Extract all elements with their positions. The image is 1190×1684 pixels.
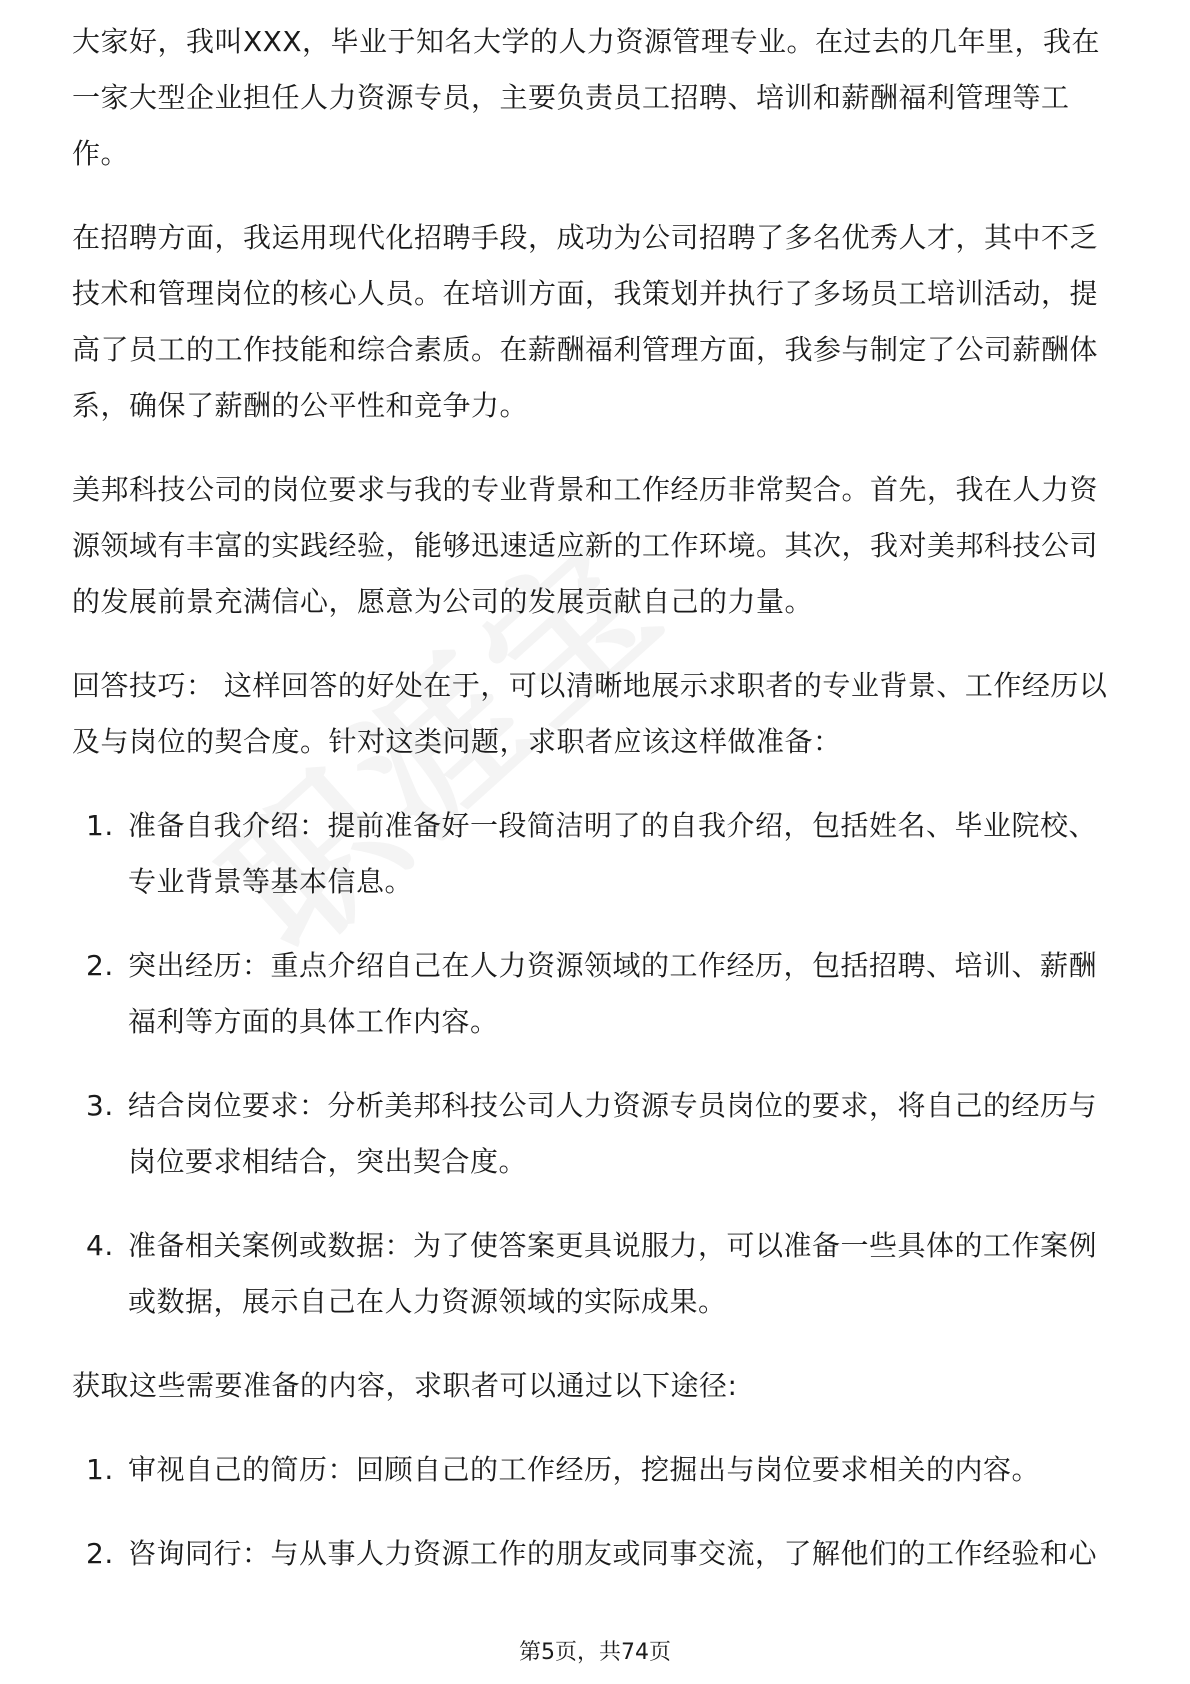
list-item-number: 3. bbox=[86, 1089, 114, 1122]
list-item-text: 突出经历：重点介绍自己在人力资源领域的工作经历，包括招聘、培训、薪酬福利等方面的具体工作内容。 bbox=[128, 949, 1098, 1038]
list-item-text: 审视自己的简历：回顾自己的工作经历，挖掘出与岗位要求相关的内容。 bbox=[128, 1453, 1041, 1486]
list-item-text: 准备自我介绍：提前准备好一段简洁明了的自我介绍，包括姓名、毕业院校、专业背景等基本信息。 bbox=[128, 809, 1098, 898]
list-item-number: 2. bbox=[86, 1537, 114, 1570]
paragraph-answer-tips: 回答技巧： 这样回答的好处在于，可以清晰地展示求职者的专业背景、工作经历以及与岗位的契合度。针对这类问题，求职者应该这样做准备： bbox=[72, 669, 1108, 758]
list-item bbox=[72, 1218, 1122, 1330]
paragraph-experience: 在招聘方面，我运用现代化招聘手段，成功为公司招聘了多名优秀人才，其中不乏技术和管理岗位的核心人员。在培训方面，我策划并执行了多场员工培训活动，提高了员工的工作技能和综合素质。在薪酬福利管理方面，我参与制定了公司薪酬体系，确保了薪酬的公平性和竞争力。 bbox=[72, 221, 1099, 422]
list-item bbox=[72, 798, 1122, 910]
list-item bbox=[72, 1442, 1122, 1498]
document-body bbox=[72, 20, 1122, 1610]
paragraph-intro: 大家好，我叫XXX，毕业于知名大学的人力资源管理专业。在过去的几年里，我在一家大型企业担任人力资源专员，主要负责员工招聘、培训和薪酬福利管理等工作。 bbox=[72, 25, 1101, 170]
list-item bbox=[72, 1526, 1122, 1582]
list-item-number: 1. bbox=[86, 809, 114, 842]
list-item-text: 咨询同行：与从事人力资源工作的朋友或同事交流，了解他们的工作经验和心 bbox=[128, 1537, 1098, 1570]
list-item-text: 准备相关案例或数据：为了使答案更具说服力，可以准备一些具体的工作案例或数据，展示自己在人力资源领域的实际成果。 bbox=[128, 1229, 1098, 1318]
ways-list bbox=[72, 1442, 1122, 1582]
paragraph-ways: 获取这些需要准备的内容，求职者可以通过以下途径: bbox=[72, 1369, 738, 1402]
paragraph-fit: 美邦科技公司的岗位要求与我的专业背景和工作经历非常契合。首先，我在人力资源领域有丰富的实践经验，能够迅速适应新的工作环境。其次，我对美邦科技公司的发展前景充满信心，愿意为公司的发展贡献自己的力量。 bbox=[72, 473, 1099, 618]
page-number-footer: 第5页，共74页 bbox=[519, 1640, 671, 1665]
list-item bbox=[72, 938, 1122, 1050]
list-item-number: 1. bbox=[86, 1453, 114, 1486]
list-item-number: 2. bbox=[86, 949, 114, 982]
prepare-list bbox=[72, 798, 1122, 1330]
list-item bbox=[72, 1078, 1122, 1190]
list-item-number: 4. bbox=[86, 1229, 114, 1262]
list-item-text: 结合岗位要求：分析美邦科技公司人力资源专员岗位的要求，将自己的经历与岗位要求相结合，突出契合度。 bbox=[128, 1089, 1098, 1178]
